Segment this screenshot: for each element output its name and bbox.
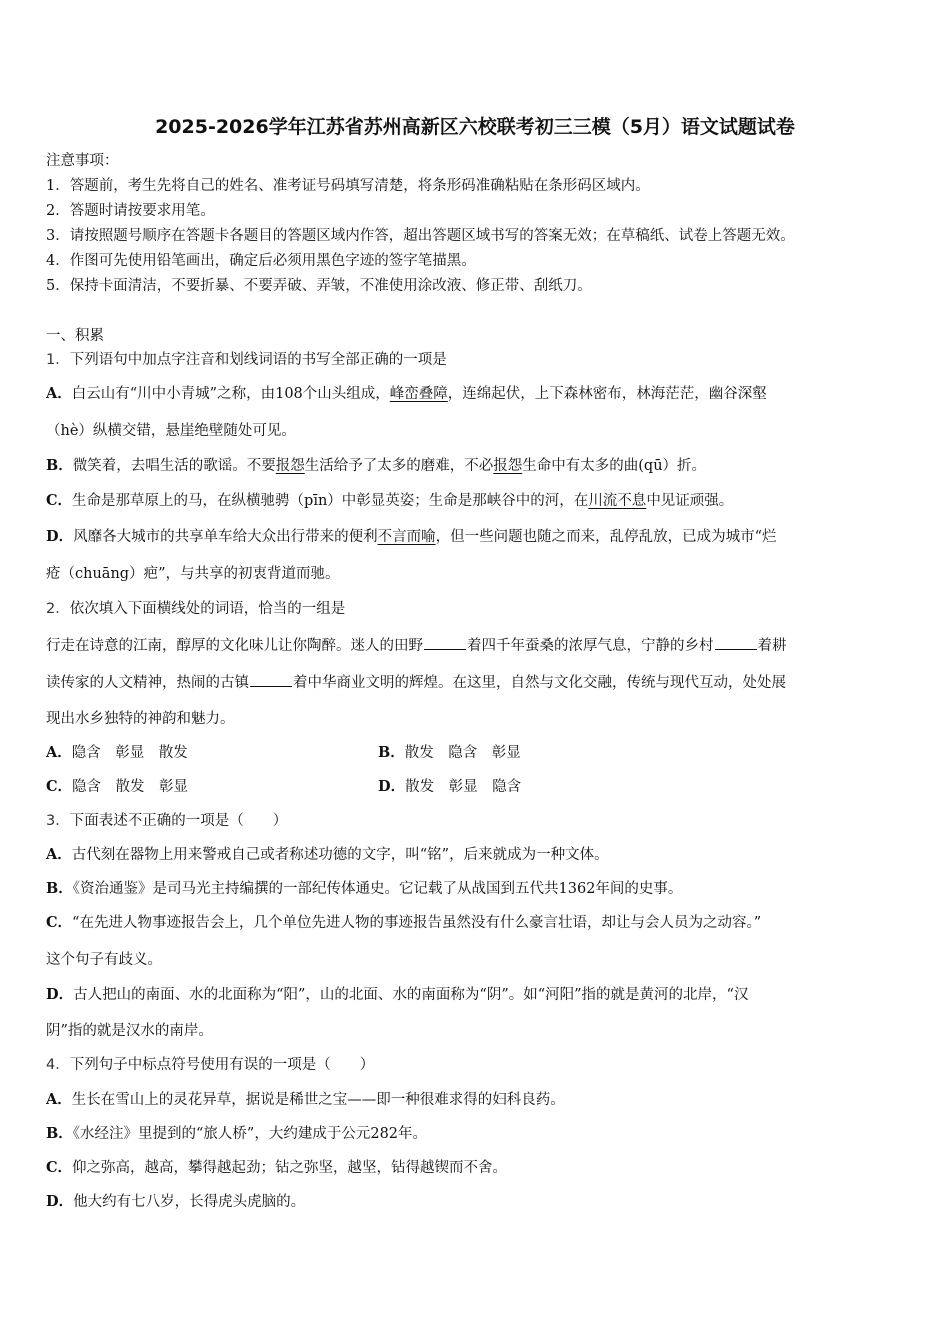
page-title: 2025-2026学年江苏省苏州高新区六校联考初三三模（5月）语文试题试卷 [155,116,795,138]
option-label: A． [46,1091,72,1108]
q3-option-d [46,985,748,1005]
q2-option-a [46,743,188,763]
question-number: 4． [46,1057,70,1073]
q1-option-b [46,456,706,476]
option-text: 古人把山的南面、水的北面称为“阳”，山的北面、水的南面称为“阴”。如“河阳”指的就是黄河的北岸，“汉 [73,987,749,1003]
q4-option-c [46,1158,507,1178]
q1-option-a [46,384,767,404]
q3-option-d-cont: 阴”指的就是汉水的南岸。 [46,1023,213,1039]
q2-passage-line [46,635,787,656]
option-text: 散发 彰显 隐含 [405,779,522,795]
option-text: 微笑着，去唱生活的歌谣。不要 [72,458,276,474]
underlined-word: 川流不息 [588,493,647,509]
q4-option-b [46,1124,427,1144]
passage-text: 读传家的人文精神，热闹的古镇 [46,675,249,691]
option-label: A． [46,385,72,402]
option-label: D． [46,986,74,1003]
notice-item: 2．答题时请按要求用笔。 [46,203,215,219]
q1-option-d [46,527,777,547]
option-text: 他大约有七八岁，长得虎头虎脑的。 [73,1194,306,1210]
question-3-stem [46,811,287,831]
question-text: 下列语句中加点字注音和划线词语的书写全部正确的一项是 [69,352,447,368]
notice-item: 4．作图可先使用铅笔画出，确定后必须用黑色字迹的签字笔描黑。 [46,253,476,269]
section-heading: 一、积累 [46,328,104,344]
q1-option-d-cont: 疮（chuāng）疤”，与共享的初衷背道而驰。 [46,566,340,582]
option-text: 白云山有“川中小青城”之称，由108个山头组成， [71,386,390,402]
question-text: 下面表述不正确的一项是（ ） [69,813,288,829]
option-label: C． [46,492,73,509]
option-text: 中见证顽强。 [646,493,734,509]
question-number: 1． [46,352,70,368]
option-label: A． [46,846,72,863]
q2-option-b [378,743,521,763]
notice-item: 3．请按照题号顺序在答题卡各题目的答题区域内作答，超出答题区域书写的答案无效；在草稿纸、试卷上答题无效。 [46,228,795,244]
option-label: B． [46,457,73,474]
passage-text: 着中华商业文明的辉煌。在这里，自然与文化交融，传统与现代互动，处处展 [293,675,786,691]
question-text: 依次填入下面横线处的词语，恰当的一组是 [69,601,346,617]
underlined-word: 峰峦叠障 [389,386,448,402]
passage-text: 着四千年蚕桑的浓厚气息，宁静的乡村 [467,638,714,654]
question-text: 下列句子中标点符号使用有误的一项是（ ） [69,1057,375,1073]
fill-blank [715,635,757,650]
option-label: D． [46,528,74,545]
option-label: C． [46,778,73,795]
option-text: 古代刻在器物上用来警戒自己或者称述功德的文字，叫“铭”，后来就成为一种文体。 [71,847,609,863]
option-text: 隐含 彰显 散发 [71,745,188,761]
notice-heading: 注意事项： [46,153,119,169]
option-text: 仰之弥高，越高，攀得越起劲；钻之弥坚，越坚，钻得越锲而不舍。 [72,1160,508,1176]
q2-option-c [46,777,188,797]
question-4-stem [46,1055,374,1075]
q3-option-a [46,845,609,865]
option-text: 风靡各大城市的共享单车给大众出行带来的便利 [73,529,378,545]
q2-passage-line: 现出水乡独特的神韵和魅力。 [46,711,235,727]
option-label: C． [46,1159,73,1176]
q4-option-a [46,1090,565,1110]
notice-item: 1．答题前，考生先将自己的姓名、准考证号码填写清楚，将条形码准确粘贴在条形码区域内。 [46,178,650,194]
q2-option-d [378,777,521,797]
q3-option-b [46,879,682,899]
passage-text: 行走在诗意的江南，醇厚的文化味儿让你陶醉。迷人的田野 [46,638,423,654]
fill-blank [424,635,466,650]
q3-option-c-cont: 这个句子有歧义。 [46,952,162,968]
option-text: ，连绵起伏，上下森林密布，林海茫茫，幽谷深壑 [447,386,767,402]
option-text: 散发 隐含 彰显 [404,745,521,761]
option-text: 生长在雪山上的灵花异草，据说是稀世之宝——即一种很难求得的妇科良药。 [71,1092,565,1108]
option-text: 《资治通鉴》是司马光主持编撰的一部纪传体通史。它记载了从战国到五代共1362年间的史事。 [72,881,683,897]
question-number: 2． [46,601,70,617]
option-label: B． [46,880,73,897]
q1-option-a-cont: （hè）纵横交错，悬崖绝壁随处可见。 [46,423,296,439]
underlined-word: 报怨 [275,458,305,474]
option-label: B． [46,1125,73,1142]
underlined-word: 不言而喻 [377,529,436,545]
underlined-word: 报怨 [493,458,523,474]
option-label: D． [46,1193,74,1210]
question-1-stem [46,350,447,370]
q1-option-c [46,491,733,511]
notice-item: 5．保持卡面清洁，不要折暴、不要弄破、弄皱，不准使用涂改液、修正带、刮纸刀。 [46,278,592,294]
q2-passage-line [46,672,786,693]
fill-blank [250,672,292,687]
option-text: ，但一些问题也随之而来，乱停乱放，已成为城市“烂 [435,529,777,545]
question-2-stem [46,599,345,619]
option-label: A． [46,744,72,761]
option-text: 生命中有太多的曲(qū）折。 [522,458,707,474]
q3-option-c [46,913,761,933]
option-text: 生活给予了太多的磨难，不必 [304,458,494,474]
option-text: 隐含 散发 彰显 [72,779,189,795]
option-text: 《水经注》里提到的“旅人桥”，大约建成于公元282年。 [72,1126,428,1142]
question-number: 3． [46,813,70,829]
q4-option-d [46,1192,305,1212]
passage-text: 着耕 [757,638,787,654]
option-text: “在先进人物事迹报告会上，几个单位先进人物的事迹报告虽然没有什么豪言壮语，却让与会人员为之动容。” [72,915,762,931]
option-label: D． [378,778,406,795]
option-text: 生命是那草原上的马，在纵横驰骋（pīn）中彰显英姿；生命是那峡谷中的河，在 [72,493,589,509]
option-label: B． [378,744,405,761]
option-label: C． [46,914,73,931]
